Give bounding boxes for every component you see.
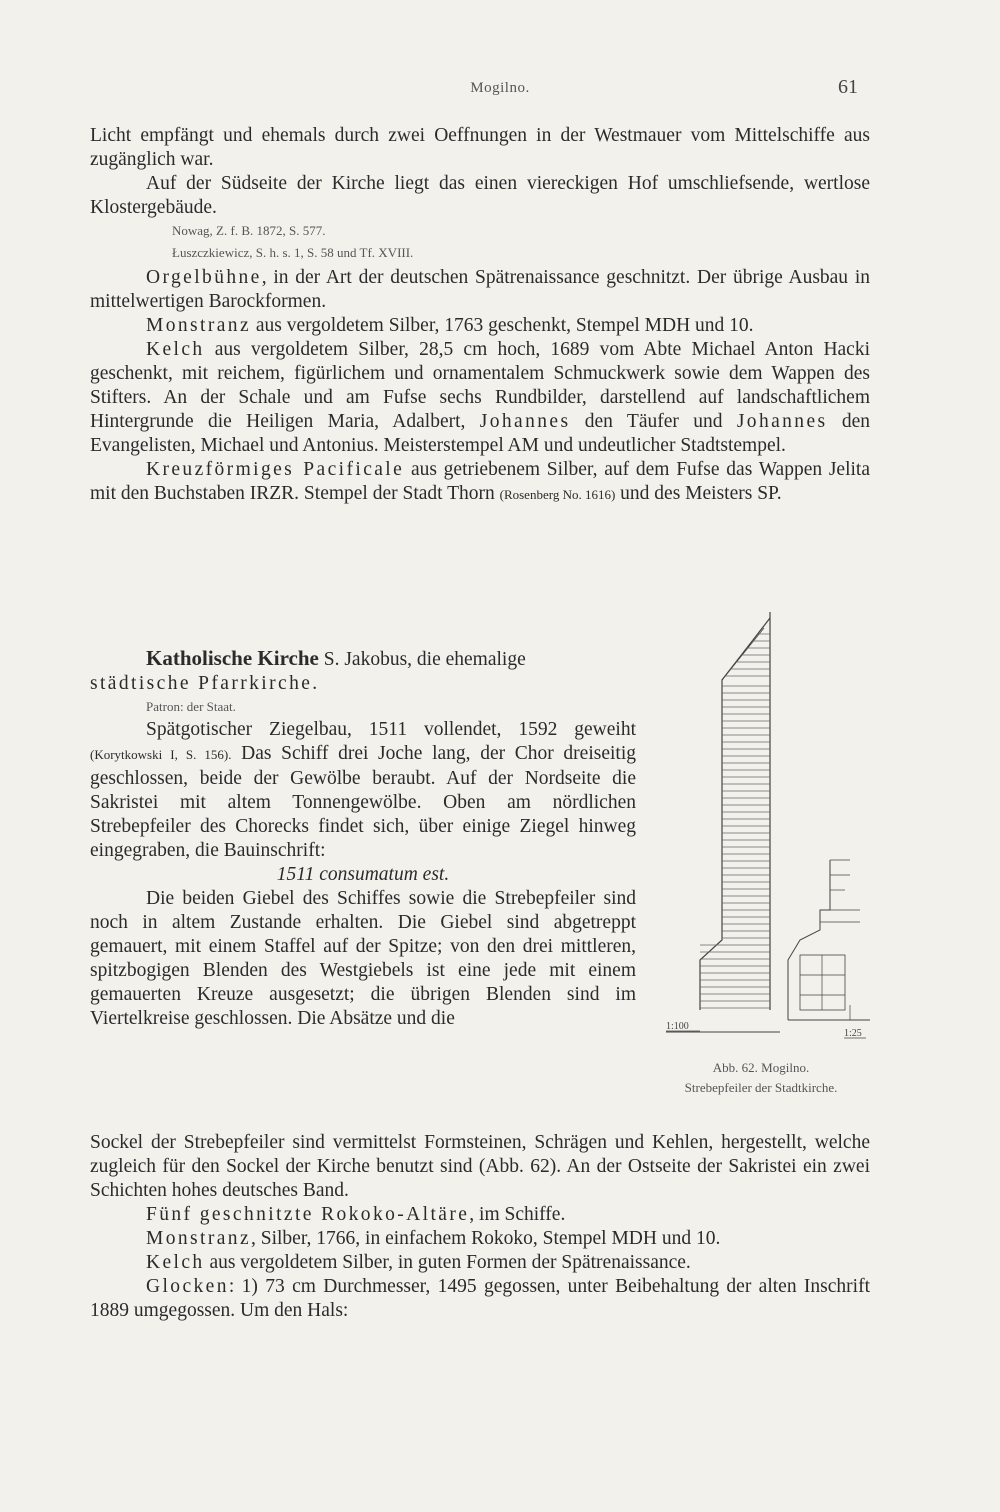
term-orgelbuehne: Orgelbühne	[146, 267, 262, 288]
paragraph-monstranz-2	[90, 1227, 870, 1251]
text-orgelbuehne: , in der Art der deutschen Spätrenaissance geschnitzt. Der übrige Ausbau in mittelwertigen Barockformen.	[90, 267, 870, 312]
bottom-section	[90, 1131, 870, 1323]
term-altaere: Fünf geschnitzte Rokoko-Altäre	[146, 1204, 470, 1225]
kirche-column	[90, 646, 636, 1031]
running-head: Mogilno.	[470, 80, 530, 96]
paragraph-licht: Licht empfängt und ehemals durch zwei Oeffnungen in der Westmauer vom Mittelschiffe aus zugänglich war.	[90, 125, 870, 170]
text-kelch: aus vergoldetem Silber, 28,5 cm hoch, 1689 vom Abte Michael Anton Hacki geschenkt, mit reichem, figürlichem und ornamentalem Schmuckwerk sowie dem Wappen des Stifters. An der Schale und am Fufse sechs Rundbilder, darstellend auf landschaftlichem Hintergrunde die Heiligen Maria, Adalbert,	[90, 339, 870, 432]
scale-left-label: 1:100	[666, 1021, 689, 1032]
text-pacificale: aus getriebenem Silber, auf dem Fufse das Wappen Jelita mit den Buchstaben IRZR. Stempel der Stadt Thorn	[90, 459, 871, 504]
term-johannes: Johannes	[479, 411, 571, 432]
paragraph-kelch	[90, 338, 870, 458]
page-number: 61	[838, 76, 858, 98]
paragraph-kelch-2	[90, 1251, 870, 1275]
patron-note: Patron: der Staat.	[146, 699, 236, 714]
buttress-drawing	[660, 610, 875, 1040]
paragraph-orgelbuehne	[90, 266, 870, 314]
paragraph-sockel: Sockel der Strebepfeiler sind vermittelst Formsteinen, Schrägen und Kehlen, hergestellt, welche zugleich für den Sockel der Kirche benutzt sind (Abb. 62). An der Ostseite der Sakristei ein zwei Schichten hohes deutsches Band.	[90, 1132, 870, 1201]
heading-katholische-kirche: Katholische Kirche	[146, 646, 319, 670]
text-ziegelbau-2: Das Schiff drei Joche lang, der Chor dreiseitig geschlossen, beide der Gewölbe beraubt. Auf der Nordseite die Sakristei mit altem Tonnengewölbe. Oben am nördlichen Strebepfeiler des Chorecks findet sich, über einige Ziegel hinweg eingegraben, die Bauinschrift:	[90, 743, 636, 861]
inscription: 1511 consumatum est.	[276, 864, 450, 885]
figure-strebepfeiler	[660, 610, 875, 1040]
text-monstranz: aus vergoldetem Silber, 1763 geschenkt, Stempel MDH und 10.	[251, 315, 754, 336]
term-glocken: Glocken	[146, 1276, 229, 1297]
text-altaere: , im Schiffe.	[469, 1204, 566, 1225]
paragraph-pacificale	[90, 458, 870, 507]
text-glocken: : 1) 73 cm Durchmesser, 1495 gegossen, unter Beibehaltung der alten Inschrift 1889 umgegossen. Um den Hals:	[90, 1276, 870, 1321]
reference-nowag: Nowag, Z. f. B. 1872, S. 577.	[172, 223, 326, 238]
heading-pfarrkirche: städtische Pfarrkirche.	[90, 673, 320, 694]
paragraph-giebel: Die beiden Giebel des Schiffes sowie die Strebepfeiler sind noch in altem Zustande erhalten. Die Giebel sind abgetreppt gemauert, mit einem Staffel auf der Spitze; von den drei mittleren, spitzbogigen Blenden des Westgiebels ist eine jede mit einem gemauerten Kreuze ausgesetzt; die übrigen Blenden sind im Viertelkreise geschlossen. Die Absätze und die	[90, 888, 636, 1029]
reference-rosenberg: (Rosenberg No. 1616)	[499, 487, 616, 502]
text-ziegelbau: Spätgotischer Ziegelbau, 1511 vollendet, 1592 geweiht	[146, 719, 636, 740]
top-section	[90, 124, 870, 507]
term-monstranz-2: Monstranz	[146, 1228, 251, 1249]
term-johannes-2: Johannes	[736, 411, 828, 432]
text-kelch-2b: aus vergoldetem Silber, in guten Formen der Spätrenaissance.	[204, 1252, 691, 1273]
term-monstranz: Monstranz	[146, 315, 251, 336]
heading-rest: S. Jakobus, die ehemalige	[318, 649, 526, 670]
figure-caption	[645, 1058, 877, 1098]
text-pacificale-end: und des Meisters SP.	[615, 483, 782, 504]
paragraph-ziegelbau	[90, 718, 636, 863]
term-kelch: Kelch	[146, 339, 205, 360]
caption-title: Abb. 62. Mogilno.	[712, 1060, 810, 1075]
reference-luszczkiewicz: Łuszczkiewicz, S. h. s. 1, S. 58 und Tf. XVIII.	[172, 245, 414, 260]
paragraph-altaere	[90, 1203, 870, 1227]
term-pacificale: Kreuzförmiges Pacificale	[146, 459, 405, 480]
caption-subtitle: Strebepfeiler der Stadtkirche.	[684, 1080, 838, 1095]
text-kelch-2: den Täufer und	[570, 411, 737, 432]
reference-korytkowski: (Korytkowski I, S. 156).	[90, 747, 232, 762]
paragraph-suedseite: Auf der Südseite der Kirche liegt das einen viereckigen Hof umschliefsende, wertlose Klostergebäude.	[90, 173, 870, 218]
text-monstranz-2: , Silber, 1766, in einfachem Rokoko, Stempel MDH und 10.	[251, 1228, 721, 1249]
text-kelch-3: den Evangelisten, Michael und Antonius. Meisterstempel AM und undeutlicher Stadtstempel.	[90, 411, 870, 456]
kirche-heading	[90, 646, 636, 672]
paragraph-glocken	[90, 1275, 870, 1323]
scale-right-label: 1:25	[844, 1028, 862, 1039]
paragraph-monstranz	[90, 314, 870, 338]
term-kelch-2: Kelch	[146, 1252, 205, 1273]
